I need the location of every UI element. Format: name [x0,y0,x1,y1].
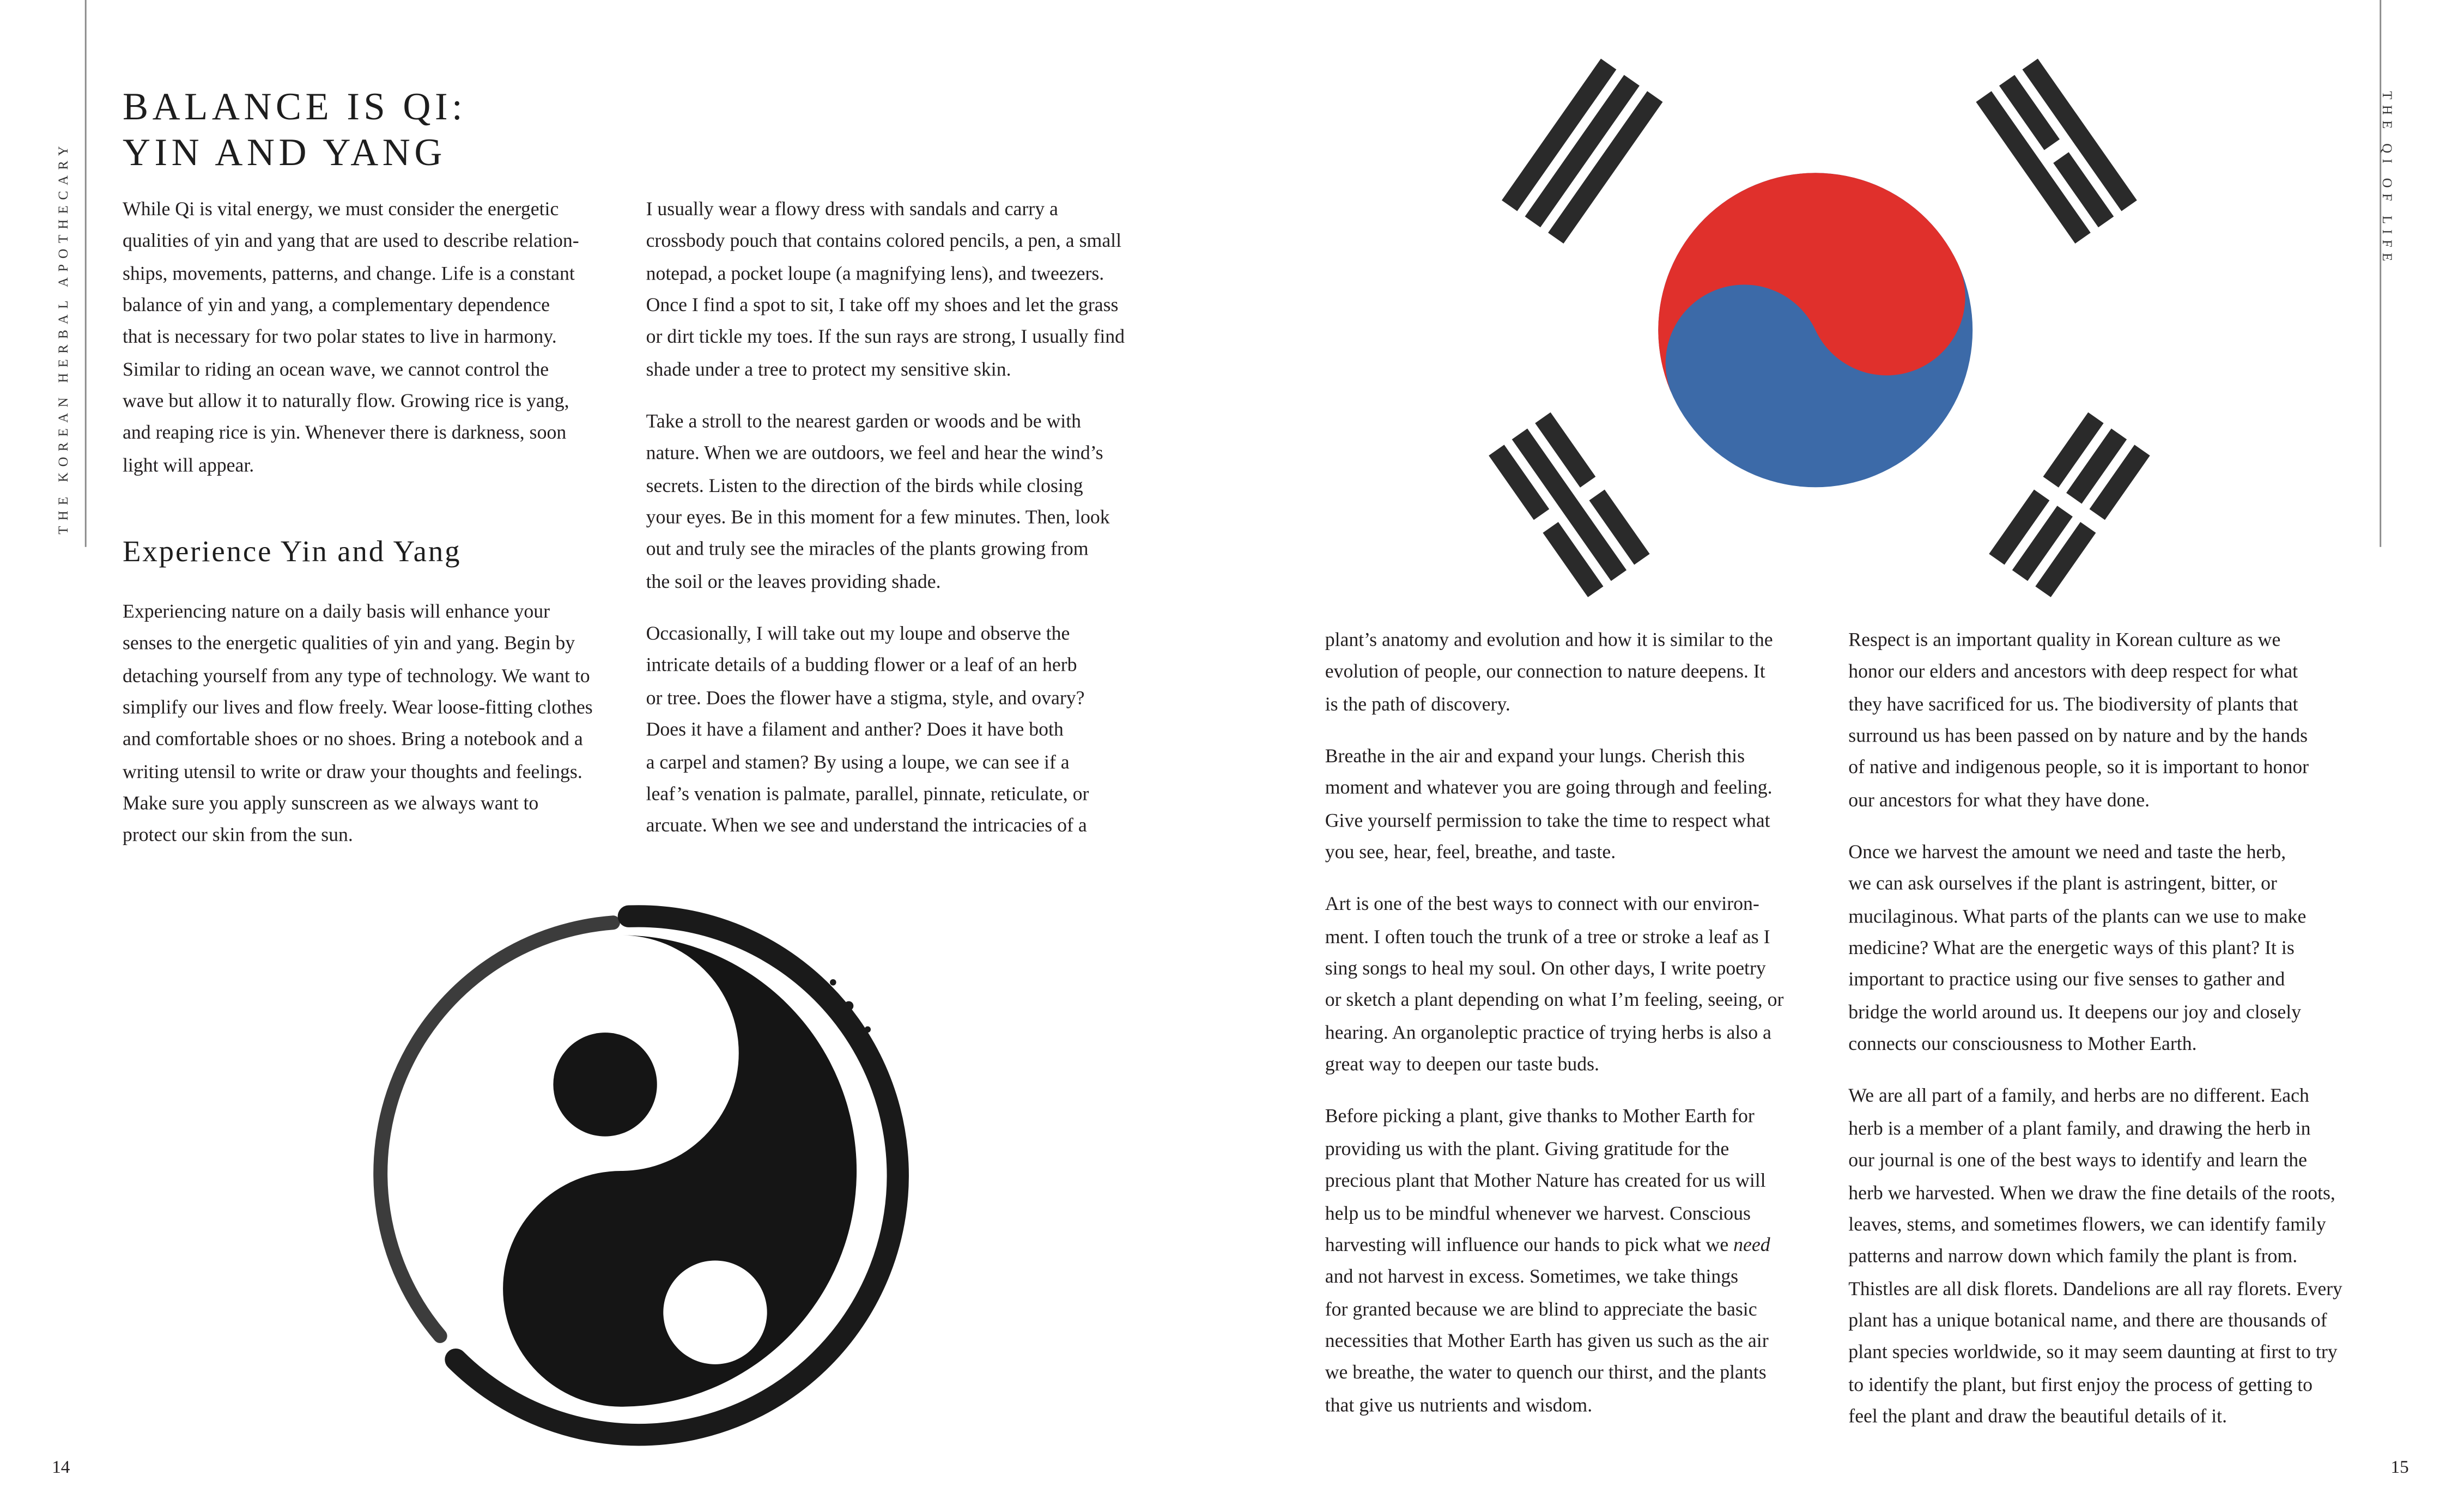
running-head-chapter-title: THE QI OF LIFE [2380,91,2396,267]
text-line: Give yourself permission to take the time to respect what [1325,809,1770,831]
paragraph [646,193,1137,385]
text-line: While Qi is vital energy, we must consider the energetic [122,198,559,220]
yin-yang-ink-illustration [330,888,927,1462]
text-line: detaching yourself from any type of technology. We want to [122,664,590,687]
page-number-left: 14 [52,1458,70,1478]
text-line: honor our elders and ancestors with deep respect for what [1848,660,2298,683]
column-4-body [1848,624,2342,1453]
text-line: medicine? What are the energetic ways of this plant? It is [1848,937,2295,959]
text-line: of native and indigenous people, so it is important to honor [1848,756,2309,779]
text-line: mucilaginous. What parts of the plants can we use to make [1848,904,2307,927]
text-line: that is necessary for two polar states to live in harmony. [122,326,557,348]
text-line: out and truly see the miracles of the plants growing from [646,538,1089,561]
yang-dot [663,1260,767,1364]
text-line: harvesting will influence our hands to pick what we need [1325,1233,1770,1256]
text-line: necessities that Mother Earth has given us such as the air [1325,1329,1769,1352]
text-line: is the path of discovery. [1325,693,1510,715]
text-line: Make sure you apply sunscreen as we always want to [122,792,539,815]
text-line: or tree. Does the flower have a stigma, style, and ovary? [646,687,1085,709]
paragraph [646,405,1137,597]
trigram-top-left [1502,59,1662,244]
left-margin-rule [85,0,87,547]
text-line: you see, hear, feel, breathe, and taste. [1325,841,1616,863]
section-subheading: Experience Yin and Yang [122,536,462,569]
trigram-bottom-left [1489,412,1649,597]
text-line: herb is a member of a plant family, and drawing the herb in [1848,1117,2311,1139]
text-line: providing us with the plant. Giving gratitude for the [1325,1137,1729,1160]
text-line: Experiencing nature on a daily basis will enhance your [122,600,550,623]
text-line: surround us has been passed on by nature and by the hands [1848,724,2308,747]
text-line: moment and whatever you are going through and feeling. [1325,777,1773,799]
column-3-body [1325,624,1816,1441]
text-line: Before picking a plant, give thanks to Mother Earth for [1325,1106,1755,1128]
text-line: that give us nutrients and wisdom. [1325,1393,1593,1416]
text-line: simplify our lives and flow freely. Wear loose-fitting clothes [122,696,593,719]
running-head-book-title: THE KOREAN HERBAL APOTHECARY [54,140,71,535]
paragraph [1325,1101,1816,1421]
paragraph [1325,889,1816,1080]
text-line: Thistles are all disk florets. Dandelions are all ray florets. Every [1848,1277,2342,1300]
text-line: help us to be mindful whenever we harvest. Conscious [1325,1201,1751,1224]
text-line: a carpel and stamen? By using a loupe, we can see if a [646,750,1070,773]
column-1-intro [123,193,616,502]
text-line: shade under a tree to protect my sensitive skin. [646,357,1011,380]
text-line: senses to the energetic qualities of yin and yang. Begin by [122,632,575,654]
yin-dot [553,1033,657,1136]
text-line: patterns and narrow down which family the plant is from. [1848,1245,2298,1267]
text-line: plant has a unique botanical name, and there are thousands of [1848,1309,2327,1331]
paragraph [123,193,616,481]
text-line: Does it have a filament and anther? Does it have both [646,718,1064,741]
text-line: your eyes. Be in this moment for a few minutes. Then, look [646,506,1110,529]
text-line: leaf’s venation is palmate, parallel, pinnate, reticulate, or [646,782,1089,805]
text-line: feel the plant and draw the beautiful details of it. [1848,1405,2228,1427]
right-margin-rule [2380,0,2381,547]
text-line: the soil or the leaves providing shade. [646,570,941,592]
text-line: arcuate. When we see and understand the intricacies of a [646,814,1087,837]
text-line: plant’s anatomy and evolution and how it is similar to the [1325,628,1773,651]
text-line: evolution of people, our connection to nature deepens. It [1325,660,1765,683]
text-line: sing songs to heal my soul. On other days, I write poetry [1325,957,1766,980]
text-line: ment. I often touch the trunk of a tree or stroke a leaf as I [1325,925,1770,948]
text-line: Take a stroll to the nearest garden or woods and be with [646,410,1082,433]
text-line: and reaping rice is yin. Whenever there is darkness, soon [122,422,567,444]
text-line: and not harvest in excess. Sometimes, we take things [1325,1265,1739,1288]
text-line: nature. When we are outdoors, we feel and hear the wind’s [646,442,1103,465]
text-line: plant species worldwide, so it may seem daunting at first to try [1848,1341,2338,1363]
title-line-2: YIN AND YANG [122,132,446,175]
text-line: Art is one of the best ways to connect with our environ- [1325,893,1759,916]
text-line: secrets. Listen to the direction of the birds while closing [646,474,1083,496]
text-line: Once we harvest the amount we need and taste the herb, [1848,841,2286,863]
text-line: we breathe, the water to quench our thirst, and the plants [1325,1361,1767,1384]
text-line: important to practice using our five senses to gather and [1848,969,2285,991]
text-line: we can ask ourselves if the plant is astringent, bitter, or [1848,873,2277,895]
text-line: Occasionally, I will take out my loupe and observe the [646,622,1070,645]
paragraph [1325,740,1816,869]
text-line: notepad, a pocket loupe (a magnifying lens), and tweezers. [646,262,1104,284]
trigram-bottom-right [1989,412,2150,597]
text-line: or sketch a plant depending on what I’m feeling, seeing, or [1325,989,1784,1012]
text-line: intricate details of a budding flower or a leaf of an herb [646,654,1077,677]
text-line: We are all part of a family, and herbs are no different. Each [1848,1085,2309,1108]
text-line: leaves, stems, and sometimes flowers, we can identify family [1848,1213,2326,1235]
korean-flag-watercolor-illustration [1430,55,2177,605]
page-title [123,85,466,176]
text-line: qualities of yin and yang that are used to describe relation- [122,230,579,252]
text-line: crossbody pouch that contains colored pencils, a pen, a small [646,230,1122,252]
text-line: Similar to riding an ocean wave, we cannot control the [122,357,549,380]
text-line: writing utensil to write or draw your thoughts and feelings. [122,760,582,782]
text-line: our ancestors for what they have done. [1848,788,2150,811]
text-line: ships, movements, patterns, and change. Life is a constant [122,262,575,284]
text-line: or dirt tickle my toes. If the sun rays are strong, I usually find [646,326,1125,348]
text-line: and comfortable shoes or no shoes. Bring a notebook and a [122,728,583,751]
text-line: light will appear. [122,453,254,476]
text-line: bridge the world around us. It deepens our joy and closely [1848,1000,2302,1023]
paragraph [1848,624,2342,816]
text-line: hearing. An organoleptic practice of trying herbs is also a [1325,1021,1771,1043]
taegeuk-symbol [1606,122,1991,488]
text-line: I usually wear a flowy dress with sandals and carry a [646,198,1058,220]
column-2-body [646,193,1137,862]
text-line: great way to deepen our taste buds. [1325,1053,1599,1076]
text-line: balance of yin and yang, a complementary dependence [122,294,550,316]
text-line: wave but allow it to naturally flow. Growing rice is yang, [122,390,569,412]
text-line: for granted because we are blind to appreciate the basic [1325,1297,1757,1320]
text-line: Respect is an important quality in Korean culture as we [1848,628,2281,651]
text-line: Once I find a spot to sit, I take off my shoes and let the grass [646,294,1119,316]
page-number-right: 15 [2390,1458,2409,1478]
text-line: protect our skin from the sun. [122,824,353,847]
text-line: precious plant that Mother Nature has created for us will [1325,1169,1766,1192]
paragraph [1848,1080,2342,1432]
text-line: they have sacrificed for us. The biodiversity of plants that [1848,693,2298,715]
paragraph [123,596,616,851]
paragraph [1848,836,2342,1060]
text-line: our journal is one of the best ways to identify and learn the [1848,1149,2308,1171]
text-line: Breathe in the air and expand your lungs. Cherish this [1325,745,1745,767]
text-line: herb we harvested. When we draw the fine details of the roots, [1848,1181,2335,1204]
title-line-1: BALANCE IS QI: [122,86,467,129]
trigram-top-right [1976,59,2137,244]
column-1-body [123,596,616,872]
paragraph [646,618,1137,842]
text-line: connects our consciousness to Mother Earth. [1848,1033,2197,1055]
text-line: to identify the plant, but first enjoy the process of getting to [1848,1373,2313,1395]
paragraph [1325,624,1816,720]
